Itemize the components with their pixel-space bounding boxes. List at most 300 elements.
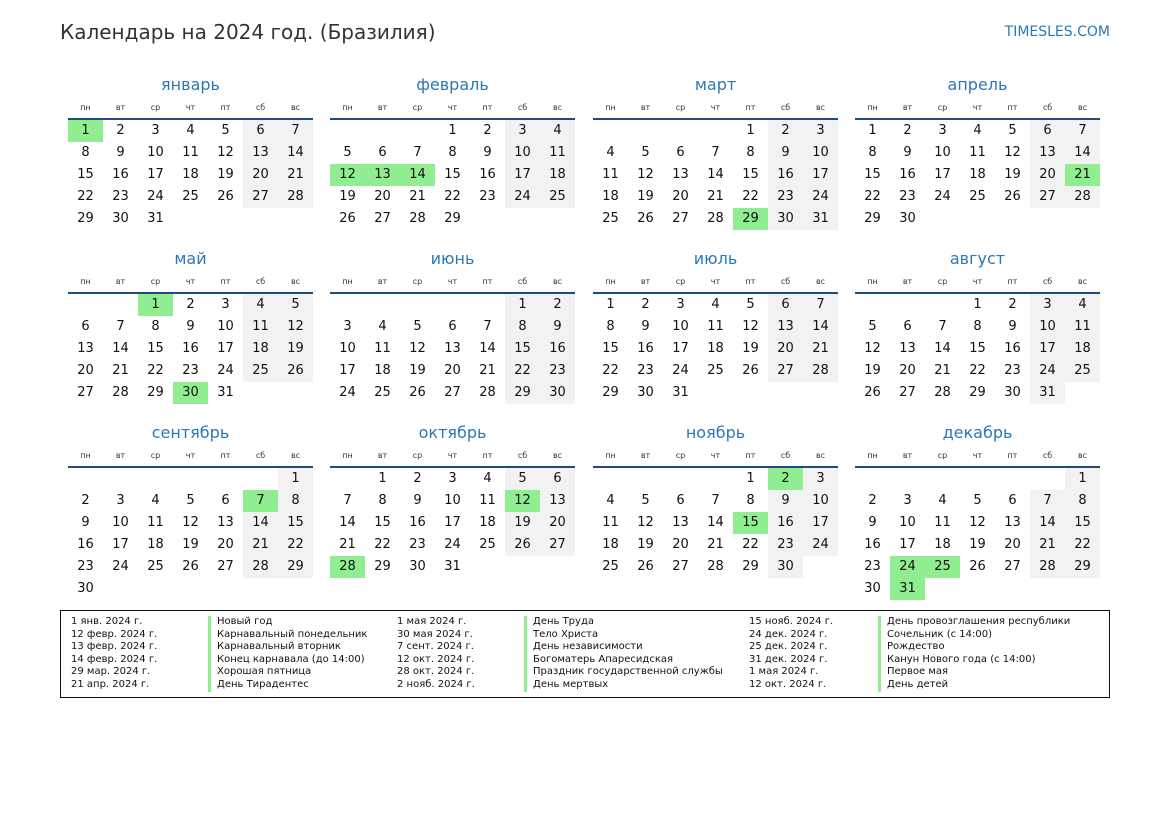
day-cell: 3 xyxy=(505,120,540,142)
day-cell: 12 xyxy=(182,515,199,530)
day-cell: 21 xyxy=(934,363,951,378)
day-cell: 24 xyxy=(1030,360,1065,382)
day-cell: 23 xyxy=(768,534,803,556)
day-cell: 14 xyxy=(1030,512,1065,534)
week-row xyxy=(68,512,313,534)
day-cell: 28 xyxy=(278,186,313,208)
day-cell: 2 xyxy=(641,297,650,312)
day-cell: 22 xyxy=(77,189,94,204)
legend-holiday-name: День независимости xyxy=(524,641,723,654)
week-row xyxy=(68,208,313,230)
empty-cell xyxy=(803,556,838,578)
day-cell: 22 xyxy=(742,537,759,552)
day-cell: 1 xyxy=(278,468,313,490)
day-cell: 20 xyxy=(540,512,575,534)
legend-holiday-name: Первое мая xyxy=(878,666,1070,679)
day-cell: 6 xyxy=(768,294,803,316)
day-cell: 23 xyxy=(77,559,94,574)
day-cell: 28 xyxy=(330,556,365,578)
day-cell: 24 xyxy=(444,537,461,552)
day-cell: 8 xyxy=(746,145,755,160)
month-7 xyxy=(855,248,1100,404)
weekday-header xyxy=(855,444,1100,468)
legend-date: 24 дек. 2024 г. xyxy=(749,628,828,640)
day-cell: 16 xyxy=(899,167,916,182)
month-name: сентябрь xyxy=(151,423,230,442)
day-cell: 11 xyxy=(934,515,951,530)
weekday-label: ср xyxy=(412,276,423,286)
day-cell: 19 xyxy=(637,537,654,552)
day-cell: 12 xyxy=(637,167,654,182)
legend-date: 31 дек. 2024 г. xyxy=(749,653,828,665)
day-cell: 8 xyxy=(973,319,982,334)
day-cell: 16 xyxy=(77,537,94,552)
week-row xyxy=(330,142,575,164)
day-cell: 2 xyxy=(868,493,877,508)
weekday-label: ср xyxy=(150,276,161,286)
day-cell: 6 xyxy=(221,493,230,508)
month-3 xyxy=(855,74,1100,230)
day-cell: 28 xyxy=(1030,556,1065,578)
day-cell: 9 xyxy=(768,142,803,164)
day-cell: 25 xyxy=(374,385,391,400)
day-cell: 13 xyxy=(672,167,689,182)
day-cell: 9 xyxy=(483,145,492,160)
legend-holiday-name: Рождество xyxy=(878,641,1070,654)
week-row xyxy=(68,382,313,404)
day-cell: 7 xyxy=(1065,120,1100,142)
day-cell: 21 xyxy=(1065,164,1100,186)
legend-date: 1 янв. 2024 г. xyxy=(71,616,143,627)
day-cell: 25 xyxy=(969,189,986,204)
day-cell: 11 xyxy=(602,167,619,182)
month-name: июль xyxy=(693,249,738,268)
day-cell: 21 xyxy=(409,189,426,204)
day-cell: 11 xyxy=(182,145,199,160)
week-row xyxy=(855,164,1100,186)
weekday-label: пн xyxy=(605,102,616,112)
weekday-label: ср xyxy=(150,450,161,460)
day-cell: 7 xyxy=(116,319,125,334)
empty-cell xyxy=(995,578,1030,600)
day-cell: 25 xyxy=(707,363,724,378)
day-cell: 13 xyxy=(768,316,803,338)
empty-cell xyxy=(1065,208,1100,230)
weekday-header xyxy=(68,270,313,294)
empty-cell xyxy=(330,468,365,490)
day-cell: 28 xyxy=(934,385,951,400)
day-cell: 1 xyxy=(746,471,755,486)
week-row xyxy=(593,490,838,512)
day-cell: 8 xyxy=(151,319,160,334)
day-cell: 10 xyxy=(672,319,689,334)
day-cell: 25 xyxy=(243,360,278,382)
day-cell: 13 xyxy=(217,515,234,530)
day-cell: 19 xyxy=(742,341,759,356)
day-cell: 4 xyxy=(1065,294,1100,316)
weekday-label: вс xyxy=(290,450,301,460)
week-row xyxy=(593,294,838,316)
legend-dates-col xyxy=(71,616,157,692)
day-cell: 21 xyxy=(707,189,724,204)
day-cell: 31 xyxy=(147,211,164,226)
day-cell: 22 xyxy=(147,363,164,378)
day-cell: 2 xyxy=(1008,297,1017,312)
weekday-label: чт xyxy=(710,450,721,460)
empty-cell xyxy=(278,578,313,600)
day-cell: 15 xyxy=(1065,512,1100,534)
month-name: апрель xyxy=(947,75,1008,94)
day-cell: 18 xyxy=(479,515,496,530)
day-cell: 5 xyxy=(278,294,313,316)
legend-holiday-name: Конец карнавала (до 14:00) xyxy=(208,654,367,667)
day-cell: 7 xyxy=(278,120,313,142)
weekday-label: вс xyxy=(1077,102,1088,112)
weekday-label: ср xyxy=(150,102,161,112)
day-cell: 23 xyxy=(864,559,881,574)
day-cell: 5 xyxy=(641,145,650,160)
day-cell: 8 xyxy=(448,145,457,160)
weekday-label: чт xyxy=(185,276,196,286)
day-cell: 22 xyxy=(444,189,461,204)
weekday-label: ср xyxy=(675,102,686,112)
weekday-label: вт xyxy=(902,276,913,286)
day-cell: 7 xyxy=(483,319,492,334)
week-row xyxy=(330,490,575,512)
day-cell: 29 xyxy=(444,211,461,226)
day-cell: 26 xyxy=(969,559,986,574)
legend-date: 2 нояб. 2024 г. xyxy=(397,678,475,690)
day-cell: 29 xyxy=(969,385,986,400)
month-5 xyxy=(330,248,575,404)
legend-holiday-name: Карнавальный вторник xyxy=(208,641,367,654)
legend-holiday-name: Праздник государственной службы xyxy=(524,666,723,679)
day-cell: 10 xyxy=(803,142,838,164)
day-cell: 7 xyxy=(413,145,422,160)
empty-cell xyxy=(733,382,768,404)
month-2 xyxy=(593,74,838,230)
weekday-label: сб xyxy=(780,276,791,286)
day-cell: 19 xyxy=(864,363,881,378)
day-cell: 18 xyxy=(243,338,278,360)
day-cell: 27 xyxy=(374,211,391,226)
day-cell: 30 xyxy=(864,581,881,596)
day-cell: 14 xyxy=(803,316,838,338)
day-cell: 4 xyxy=(483,471,492,486)
weekday-label: вс xyxy=(1077,450,1088,460)
day-cell: 2 xyxy=(483,123,492,138)
day-cell: 30 xyxy=(540,382,575,404)
legend-date: 12 окт. 2024 г. xyxy=(397,653,475,665)
day-cell: 20 xyxy=(77,363,94,378)
day-cell: 1 xyxy=(606,297,615,312)
day-cell: 10 xyxy=(803,490,838,512)
day-cell: 21 xyxy=(707,537,724,552)
day-cell: 17 xyxy=(505,164,540,186)
week-row xyxy=(593,556,838,578)
week-row xyxy=(330,186,575,208)
week-row xyxy=(593,208,838,230)
day-cell: 19 xyxy=(217,167,234,182)
day-cell: 17 xyxy=(147,167,164,182)
empty-cell xyxy=(103,468,138,490)
month-name: июнь xyxy=(430,249,475,268)
legend-holiday-name: Хорошая пятница xyxy=(208,666,367,679)
day-cell: 6 xyxy=(676,493,685,508)
day-cell: 14 xyxy=(339,515,356,530)
day-cell: 7 xyxy=(938,319,947,334)
weekday-label: вт xyxy=(640,102,651,112)
day-cell: 5 xyxy=(221,123,230,138)
holiday-legend xyxy=(60,610,1110,698)
weekday-label: пт xyxy=(745,450,756,460)
day-cell: 17 xyxy=(112,537,129,552)
empty-cell xyxy=(173,468,208,490)
day-cell: 4 xyxy=(243,294,278,316)
week-row xyxy=(68,294,313,316)
day-cell: 18 xyxy=(707,341,724,356)
legend-names-col xyxy=(208,616,367,692)
day-cell: 10 xyxy=(147,145,164,160)
weekday-label: пн xyxy=(342,450,353,460)
week-row xyxy=(855,208,1100,230)
day-cell: 24 xyxy=(339,385,356,400)
day-cell: 5 xyxy=(505,468,540,490)
week-row xyxy=(330,360,575,382)
weekday-label: сб xyxy=(517,102,528,112)
empty-cell xyxy=(68,294,103,316)
week-row xyxy=(855,142,1100,164)
empty-cell xyxy=(925,468,960,490)
day-cell: 29 xyxy=(374,559,391,574)
day-cell: 14 xyxy=(707,167,724,182)
day-cell: 24 xyxy=(112,559,129,574)
day-cell: 30 xyxy=(173,382,208,404)
weekday-label: сб xyxy=(1042,276,1053,286)
day-cell: 28 xyxy=(707,559,724,574)
day-cell: 20 xyxy=(768,338,803,360)
empty-cell xyxy=(628,120,663,142)
weekday-label: ср xyxy=(937,102,948,112)
day-cell: 25 xyxy=(540,186,575,208)
month-name: май xyxy=(174,249,207,268)
week-row xyxy=(68,468,313,490)
day-cell: 11 xyxy=(602,515,619,530)
day-cell: 6 xyxy=(903,319,912,334)
day-cell: 24 xyxy=(505,186,540,208)
empty-cell xyxy=(103,578,138,600)
day-cell: 29 xyxy=(505,382,540,404)
empty-cell xyxy=(855,294,890,316)
day-cell: 30 xyxy=(637,385,654,400)
day-cell: 10 xyxy=(217,319,234,334)
weekday-label: пт xyxy=(745,276,756,286)
week-row xyxy=(68,578,313,600)
day-cell: 5 xyxy=(186,493,195,508)
day-cell: 24 xyxy=(147,189,164,204)
day-cell: 4 xyxy=(711,297,720,312)
weekday-label: вс xyxy=(1077,276,1088,286)
week-row xyxy=(855,382,1100,404)
legend-date: 21 апр. 2024 г. xyxy=(71,678,150,690)
week-row xyxy=(68,490,313,512)
day-cell: 25 xyxy=(602,559,619,574)
day-cell: 31 xyxy=(444,559,461,574)
weekday-label: вт xyxy=(902,102,913,112)
week-row xyxy=(68,120,313,142)
legend-holiday-name: Тело Христа xyxy=(524,629,723,642)
day-cell: 22 xyxy=(1065,534,1100,556)
day-cell: 26 xyxy=(339,211,356,226)
day-cell: 16 xyxy=(637,341,654,356)
day-cell: 11 xyxy=(479,493,496,508)
month-name: декабрь xyxy=(942,423,1013,442)
day-cell: 14 xyxy=(934,341,951,356)
day-cell: 9 xyxy=(413,493,422,508)
weekday-label: пт xyxy=(1007,276,1018,286)
day-cell: 26 xyxy=(637,559,654,574)
empty-cell xyxy=(400,294,435,316)
weekday-label: чт xyxy=(972,102,983,112)
day-cell: 2 xyxy=(186,297,195,312)
day-cell: 6 xyxy=(448,319,457,334)
day-cell: 6 xyxy=(243,120,278,142)
day-cell: 9 xyxy=(768,490,803,512)
weekday-label: чт xyxy=(447,102,458,112)
day-cell: 11 xyxy=(1065,316,1100,338)
empty-cell xyxy=(330,294,365,316)
day-cell: 22 xyxy=(969,363,986,378)
week-row xyxy=(330,382,575,404)
empty-cell xyxy=(470,556,505,578)
month-4 xyxy=(68,248,313,404)
empty-cell xyxy=(243,468,278,490)
empty-cell xyxy=(960,468,995,490)
empty-cell xyxy=(995,208,1030,230)
weekday-header xyxy=(855,96,1100,120)
day-cell: 23 xyxy=(637,363,654,378)
weekday-label: пн xyxy=(867,450,878,460)
day-cell: 31 xyxy=(890,578,925,600)
day-cell: 16 xyxy=(112,167,129,182)
empty-cell xyxy=(208,468,243,490)
week-row xyxy=(593,316,838,338)
day-cell: 31 xyxy=(217,385,234,400)
day-cell: 9 xyxy=(903,145,912,160)
empty-cell xyxy=(400,120,435,142)
day-cell: 6 xyxy=(540,468,575,490)
weekday-label: чт xyxy=(972,450,983,460)
day-cell: 19 xyxy=(505,512,540,534)
day-cell: 16 xyxy=(409,515,426,530)
day-cell: 13 xyxy=(899,341,916,356)
weekday-label: сб xyxy=(517,450,528,460)
empty-cell xyxy=(243,578,278,600)
day-cell: 16 xyxy=(864,537,881,552)
month-name: ноябрь xyxy=(685,423,746,442)
day-cell: 4 xyxy=(540,120,575,142)
legend-holiday-name: Новый год xyxy=(208,616,367,629)
day-cell: 15 xyxy=(742,167,759,182)
legend-date: 12 февр. 2024 г. xyxy=(71,628,158,640)
empty-cell xyxy=(960,578,995,600)
weekday-label: ср xyxy=(675,276,686,286)
day-cell: 19 xyxy=(182,537,199,552)
empty-cell xyxy=(628,468,663,490)
day-cell: 14 xyxy=(243,512,278,534)
weekday-label: чт xyxy=(447,450,458,460)
weekday-label: вт xyxy=(640,276,651,286)
empty-cell xyxy=(768,382,803,404)
week-row xyxy=(855,338,1100,360)
day-cell: 16 xyxy=(768,164,803,186)
day-cell: 31 xyxy=(672,385,689,400)
site-link[interactable]: TIMESLES.COM xyxy=(1004,24,1110,40)
empty-cell xyxy=(208,208,243,230)
day-cell: 7 xyxy=(803,294,838,316)
week-row xyxy=(855,294,1100,316)
weekday-label: пн xyxy=(867,102,878,112)
day-cell: 12 xyxy=(1004,145,1021,160)
empty-cell xyxy=(593,468,628,490)
day-cell: 14 xyxy=(400,164,435,186)
day-cell: 15 xyxy=(278,512,313,534)
day-cell: 9 xyxy=(540,316,575,338)
week-row xyxy=(68,360,313,382)
week-row xyxy=(68,164,313,186)
day-cell: 23 xyxy=(182,363,199,378)
day-cell: 9 xyxy=(81,515,90,530)
weekday-label: пн xyxy=(80,276,91,286)
week-row xyxy=(330,534,575,556)
day-cell: 25 xyxy=(1065,360,1100,382)
empty-cell xyxy=(330,120,365,142)
empty-cell xyxy=(365,294,400,316)
day-cell: 19 xyxy=(278,338,313,360)
day-cell: 7 xyxy=(711,493,720,508)
day-cell: 15 xyxy=(147,341,164,356)
day-cell: 3 xyxy=(938,123,947,138)
day-cell: 22 xyxy=(278,534,313,556)
empty-cell xyxy=(470,294,505,316)
week-row xyxy=(593,382,838,404)
day-cell: 17 xyxy=(899,537,916,552)
legend-date: 15 нояб. 2024 г. xyxy=(749,616,834,627)
day-cell: 10 xyxy=(934,145,951,160)
weekday-label: вт xyxy=(115,276,126,286)
day-cell: 27 xyxy=(540,534,575,556)
day-cell: 21 xyxy=(1030,534,1065,556)
empty-cell xyxy=(890,294,925,316)
empty-cell xyxy=(1065,382,1100,404)
weekday-label: ср xyxy=(937,276,948,286)
empty-cell xyxy=(663,468,698,490)
day-cell: 30 xyxy=(768,556,803,578)
weekday-label: вс xyxy=(815,450,826,460)
weekday-label: пн xyxy=(342,276,353,286)
day-cell: 12 xyxy=(864,341,881,356)
day-cell: 9 xyxy=(868,515,877,530)
month-6 xyxy=(593,248,838,404)
legend-date: 30 мая 2024 г. xyxy=(397,628,473,640)
day-cell: 20 xyxy=(899,363,916,378)
day-cell: 9 xyxy=(641,319,650,334)
legend-date: 14 февр. 2024 г. xyxy=(71,653,158,665)
day-cell: 2 xyxy=(413,471,422,486)
weekday-label: чт xyxy=(447,276,458,286)
week-row xyxy=(68,338,313,360)
day-cell: 1 xyxy=(505,294,540,316)
